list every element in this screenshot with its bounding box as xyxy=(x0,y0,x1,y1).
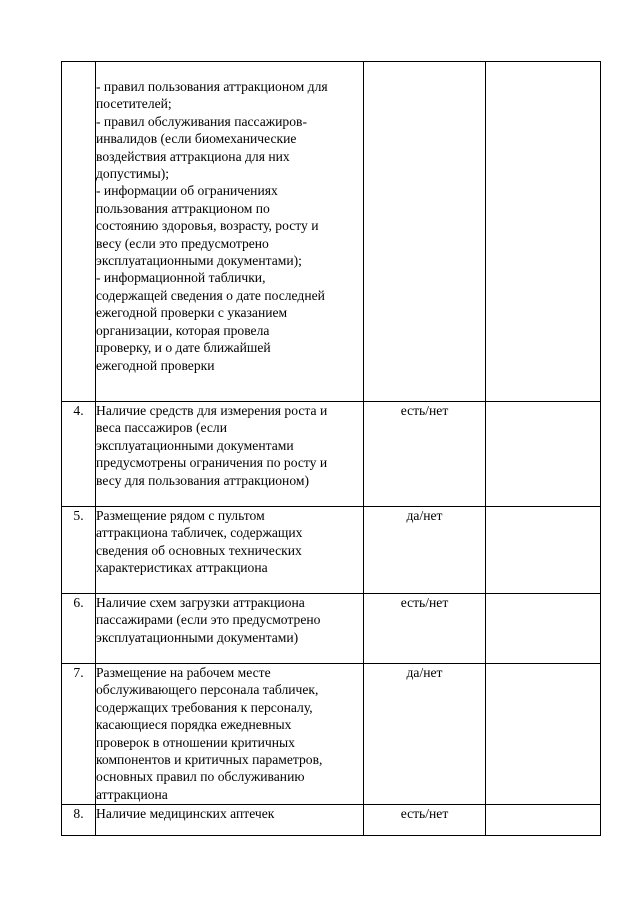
item-number: 5. xyxy=(62,507,96,594)
description-line: веса пассажиров (если xyxy=(96,420,227,436)
table-row xyxy=(62,62,601,402)
description-line: содержащей сведения о дате последней xyxy=(96,287,325,303)
item-answer: есть/нет xyxy=(364,594,486,664)
description-line: пассажирами (если это предусмотрено xyxy=(96,612,321,628)
item-number: 8. xyxy=(62,805,96,836)
description-line: сведения об основных технических xyxy=(96,542,302,558)
item-number: 4. xyxy=(62,402,96,507)
item-description xyxy=(96,805,364,836)
item-description xyxy=(96,507,364,594)
description-line: состоянию здоровья, возрасту, росту и xyxy=(96,218,319,234)
item-answer: есть/нет xyxy=(364,402,486,507)
description-line: содержащих требования к персоналу, xyxy=(96,699,313,715)
checklist-body xyxy=(62,62,601,836)
description-line: - правил обслуживания пассажиров- xyxy=(96,113,307,129)
description-line: пользования аттракционом по xyxy=(96,200,270,216)
description-line: проверок в отношении критичных xyxy=(96,734,295,750)
item-note-cell xyxy=(486,805,601,836)
item-note-cell xyxy=(486,402,601,507)
item-note-cell xyxy=(486,664,601,805)
description-line: посетителей; xyxy=(96,96,172,112)
description-line: компонентов и критичных параметров, xyxy=(96,752,323,768)
description-line: аттракциона xyxy=(96,786,168,802)
table-row xyxy=(62,805,601,836)
description-line: Наличие схем загрузки аттракциона xyxy=(96,595,305,610)
description-line: Размещение рядом с пультом xyxy=(96,508,265,523)
item-number: 7. xyxy=(62,664,96,805)
description-line: весу (если это предусмотрено xyxy=(96,235,269,251)
description-line: ежегодной проверки xyxy=(96,357,215,373)
item-number xyxy=(62,62,96,402)
description-line: предусмотрены ограничения по росту и xyxy=(96,455,328,471)
description-line: - информационной таблички, xyxy=(96,270,266,286)
description-line: Наличие средств для измерения роста и xyxy=(96,403,328,418)
description-line: проверку, и о дате ближайшей xyxy=(96,340,271,356)
item-description xyxy=(96,594,364,664)
description-line: эксплуатационными документами); xyxy=(96,253,302,269)
description-line: аттракциона табличек, содержащих xyxy=(96,525,303,541)
item-answer: да/нет xyxy=(364,507,486,594)
table-row xyxy=(62,507,601,594)
item-number: 6. xyxy=(62,594,96,664)
item-answer: да/нет xyxy=(364,664,486,805)
description-line: весу для пользования аттракционом) xyxy=(96,472,309,488)
table-row xyxy=(62,594,601,664)
item-description xyxy=(96,402,364,507)
description-line: Размещение на рабочем месте xyxy=(96,665,271,680)
item-answer xyxy=(364,62,486,402)
description-line: основных правил по обслуживанию xyxy=(96,769,305,785)
description-line: допустимы); xyxy=(96,166,170,182)
description-line: инвалидов (если биомеханические xyxy=(96,131,297,147)
description-line: - правил пользования аттракционом для xyxy=(96,79,328,94)
item-description xyxy=(96,62,364,402)
description-line: Наличие медицинских аптечек xyxy=(96,806,275,821)
description-line: характеристиках аттракциона xyxy=(96,560,268,576)
item-answer: есть/нет xyxy=(364,805,486,836)
item-note-cell xyxy=(486,594,601,664)
description-line: обслуживающего персонала табличек, xyxy=(96,682,319,698)
item-note-cell xyxy=(486,62,601,402)
description-line: - информации об ограничениях xyxy=(96,183,278,199)
description-line: организации, которая провела xyxy=(96,322,270,338)
checklist-table xyxy=(61,61,601,836)
description-line: воздействия аттракциона для них xyxy=(96,148,290,164)
description-line: эксплуатационными документами xyxy=(96,437,294,453)
table-row xyxy=(62,402,601,507)
description-line: касающиеся порядка ежедневных xyxy=(96,717,292,733)
description-line: эксплуатационными документами) xyxy=(96,629,299,645)
item-description xyxy=(96,664,364,805)
table-row xyxy=(62,664,601,805)
description-line: ежегодной проверки с указанием xyxy=(96,305,288,321)
item-note-cell xyxy=(486,507,601,594)
